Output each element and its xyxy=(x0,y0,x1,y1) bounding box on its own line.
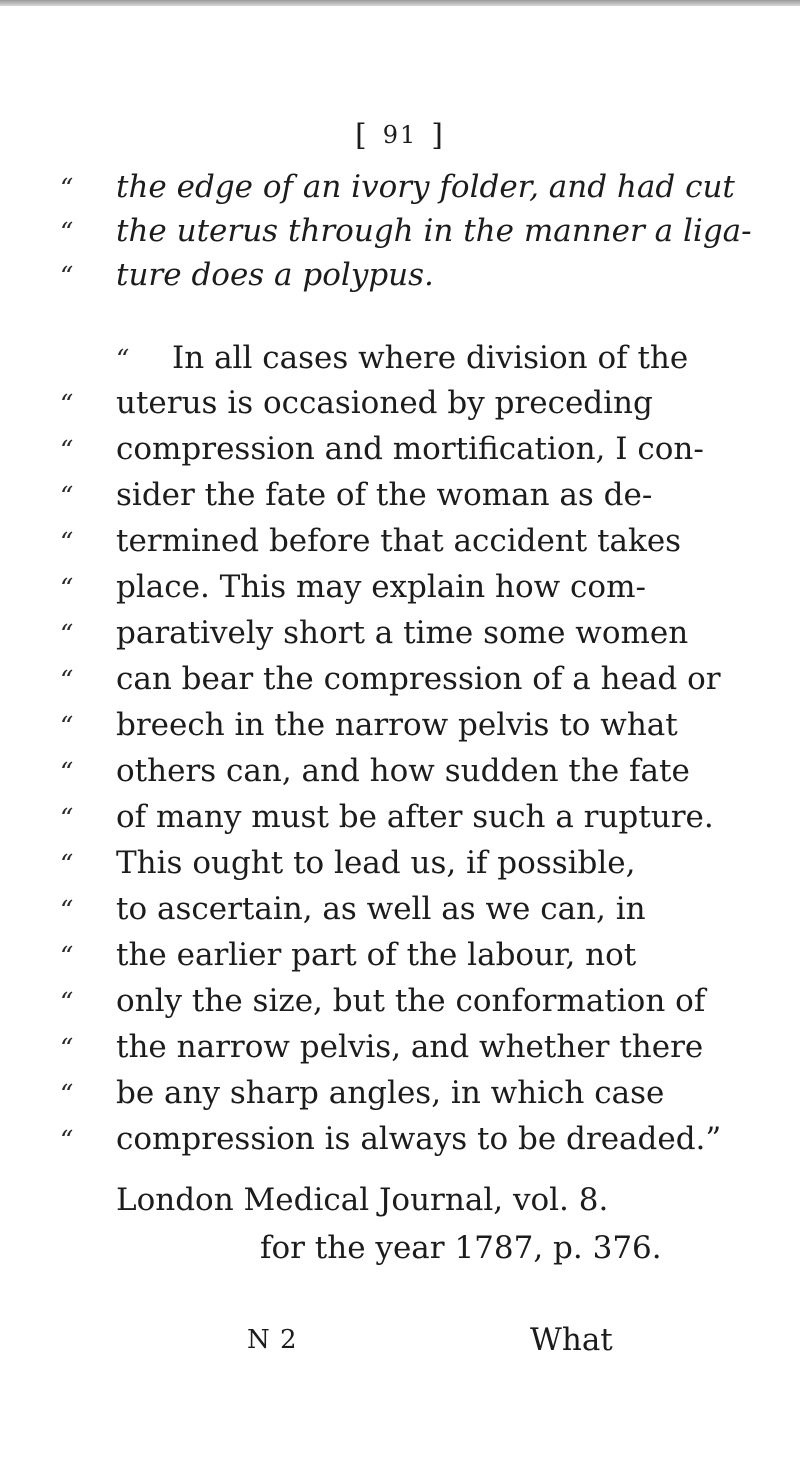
quote-mark: “ xyxy=(60,174,74,204)
text-line xyxy=(60,565,760,609)
text-line xyxy=(60,887,760,931)
quote-mark: “ xyxy=(60,1034,74,1064)
text-line xyxy=(60,1025,760,1069)
text-line xyxy=(60,473,760,517)
text-line xyxy=(60,1071,760,1115)
text-line xyxy=(60,1117,760,1161)
line-text: paratively short a time some women xyxy=(116,615,689,651)
text-line xyxy=(60,165,760,209)
quote-mark: “ xyxy=(60,666,74,696)
text-line xyxy=(60,703,760,747)
line-text: only the size, but the conformation of xyxy=(116,983,706,1019)
quote-mark: “ xyxy=(60,758,74,788)
line-text: uterus is occasioned by preceding xyxy=(116,385,653,421)
quote-mark: “ xyxy=(60,262,74,292)
quote-mark: “ xyxy=(60,218,74,248)
quote-mark: “ xyxy=(60,850,74,880)
line-text: In all cases where division of the xyxy=(172,340,689,376)
quote-mark: “ xyxy=(60,988,74,1018)
text-line xyxy=(60,841,760,885)
line-text: termined before that accident takes xyxy=(116,523,682,559)
line-text: breech in the narrow pelvis to what xyxy=(116,707,678,743)
line-text: This ought to lead us, if possible, xyxy=(116,845,636,881)
text-line xyxy=(60,979,760,1023)
line-text: compression is always to be dreaded.” xyxy=(116,1121,722,1157)
scan-edge xyxy=(0,0,800,6)
line-text: to ascertain, as well as we can, in xyxy=(116,891,646,927)
text-line xyxy=(60,611,760,655)
line-text: compression and mortification, I con- xyxy=(116,431,704,467)
text-line xyxy=(60,253,760,297)
quote-mark: “ xyxy=(60,528,74,558)
catchword: What xyxy=(530,1322,613,1358)
text-line xyxy=(60,933,760,977)
quote-mark: “ xyxy=(60,1080,74,1110)
citation-line: London Medical Journal, vol. 8. xyxy=(116,1182,609,1218)
text-line xyxy=(60,519,760,563)
signature-mark: N 2 xyxy=(247,1325,298,1355)
text-line xyxy=(60,749,760,793)
line-text: can bear the compression of a head or xyxy=(116,661,721,697)
quote-mark: “ xyxy=(60,436,74,466)
text-line xyxy=(60,209,760,253)
quote-mark: “ xyxy=(60,482,74,512)
quote-mark: “ xyxy=(60,896,74,926)
quote-mark: “ xyxy=(116,345,130,375)
text-line xyxy=(60,427,760,471)
line-text: the edge of an ivory folder, and had cut xyxy=(116,169,735,205)
quote-mark: “ xyxy=(60,620,74,650)
page-header xyxy=(0,118,800,153)
paragraph-start-line xyxy=(116,336,800,380)
line-text: of many must be after such a rupture. xyxy=(116,799,714,835)
line-text: others can, and how sudden the fate xyxy=(116,753,690,789)
line-text: the uterus through in the manner a liga- xyxy=(116,213,752,249)
quote-mark: “ xyxy=(60,574,74,604)
quote-mark: “ xyxy=(60,712,74,742)
line-text: the narrow pelvis, and whether there xyxy=(116,1029,704,1065)
line-text: the earlier part of the labour, not xyxy=(116,937,637,973)
text-line xyxy=(60,381,760,425)
citation-line: for the year 1787, p. 376. xyxy=(260,1230,662,1266)
line-text: place. This may explain how com- xyxy=(116,569,646,605)
page-number: 91 xyxy=(382,121,418,149)
quote-mark: “ xyxy=(60,942,74,972)
text-line xyxy=(60,795,760,839)
quote-mark: “ xyxy=(60,390,74,420)
text-line xyxy=(60,657,760,701)
quote-mark: “ xyxy=(60,1126,74,1156)
quote-mark: “ xyxy=(60,804,74,834)
line-text: sider the fate of the woman as de- xyxy=(116,477,653,513)
line-text: ture does a polypus. xyxy=(116,257,434,293)
bracket-open: [ xyxy=(355,118,369,153)
line-text: be any sharp angles, in which case xyxy=(116,1075,665,1111)
bracket-close: ] xyxy=(431,118,445,153)
